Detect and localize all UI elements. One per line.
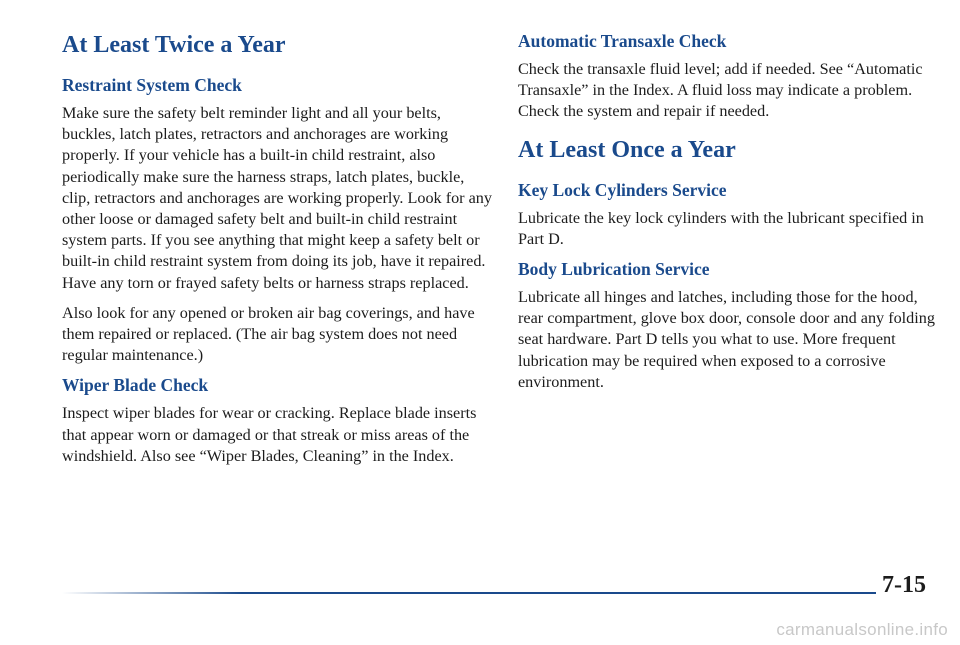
key-lock-cylinders-service-title: Key Lock Cylinders Service: [518, 179, 727, 200]
wiper-blade-check-title: Wiper Blade Check: [62, 375, 209, 396]
body-lubrication-service-paragraph: Lubricate all hinges and latches, including those for the hood, rear compartment, glove box door, console door and any folding seat hardware. Part D tells you what to use. More frequent lubrication may be required when exposed to a corrosive environment.: [518, 288, 935, 391]
left-column: [62, 30, 494, 467]
automatic-transaxle-check-title: Automatic Transaxle Check: [518, 31, 727, 51]
restraint-system-check-paragraph-1: Make sure the safety belt reminder light and all your belts, buckles, latch plates, retractors and anchorages are working properly. If your vehicle has a built-in child restraint, also periodically make sure the harness straps, latch plates, buckle, clip, retractors and anchorages are working properly. Look for any other loose or damaged safety belt and built-in child restraint system parts. If you see anything that might keep a safety belt or built-in child restraint system from doing its job, have it repaired. Have any torn or frayed safety belts or harness straps replaced.: [62, 104, 492, 292]
watermark: carmanualsonline.info: [776, 620, 948, 639]
restraint-system-check-title: Restraint System Check: [62, 75, 242, 95]
body-lubrication-service-title: Body Lubrication Service: [518, 259, 710, 280]
key-lock-cylinders-service-paragraph: Lubricate the key lock cylinders with the lubricant specified in Part D.: [518, 208, 924, 248]
restraint-system-check-paragraph-2: Also look for any opened or broken air bag coverings, and have them repaired or replaced. (The air bag system does not need regular maintenance.): [62, 303, 475, 365]
section-heading-once-a-year: At Least Once a Year: [518, 136, 736, 163]
right-column: [518, 30, 938, 393]
automatic-transaxle-check-paragraph: Check the transaxle fluid level; add if needed. See “Automatic Transaxle” in the Index. A fluid loss may indicate a problem. Check the system and repair if needed.: [518, 60, 923, 121]
wiper-blade-check-paragraph: Inspect wiper blades for wear or cracking. Replace blade inserts that appear worn or damaged or that streak or miss areas of the windshield. Also see “Wiper Blades, Cleaning” in the Index.: [62, 404, 477, 465]
section-heading-twice-a-year: At Least Twice a Year: [62, 32, 286, 58]
page-number: 7-15: [876, 572, 926, 599]
footer-rule: [62, 592, 880, 594]
